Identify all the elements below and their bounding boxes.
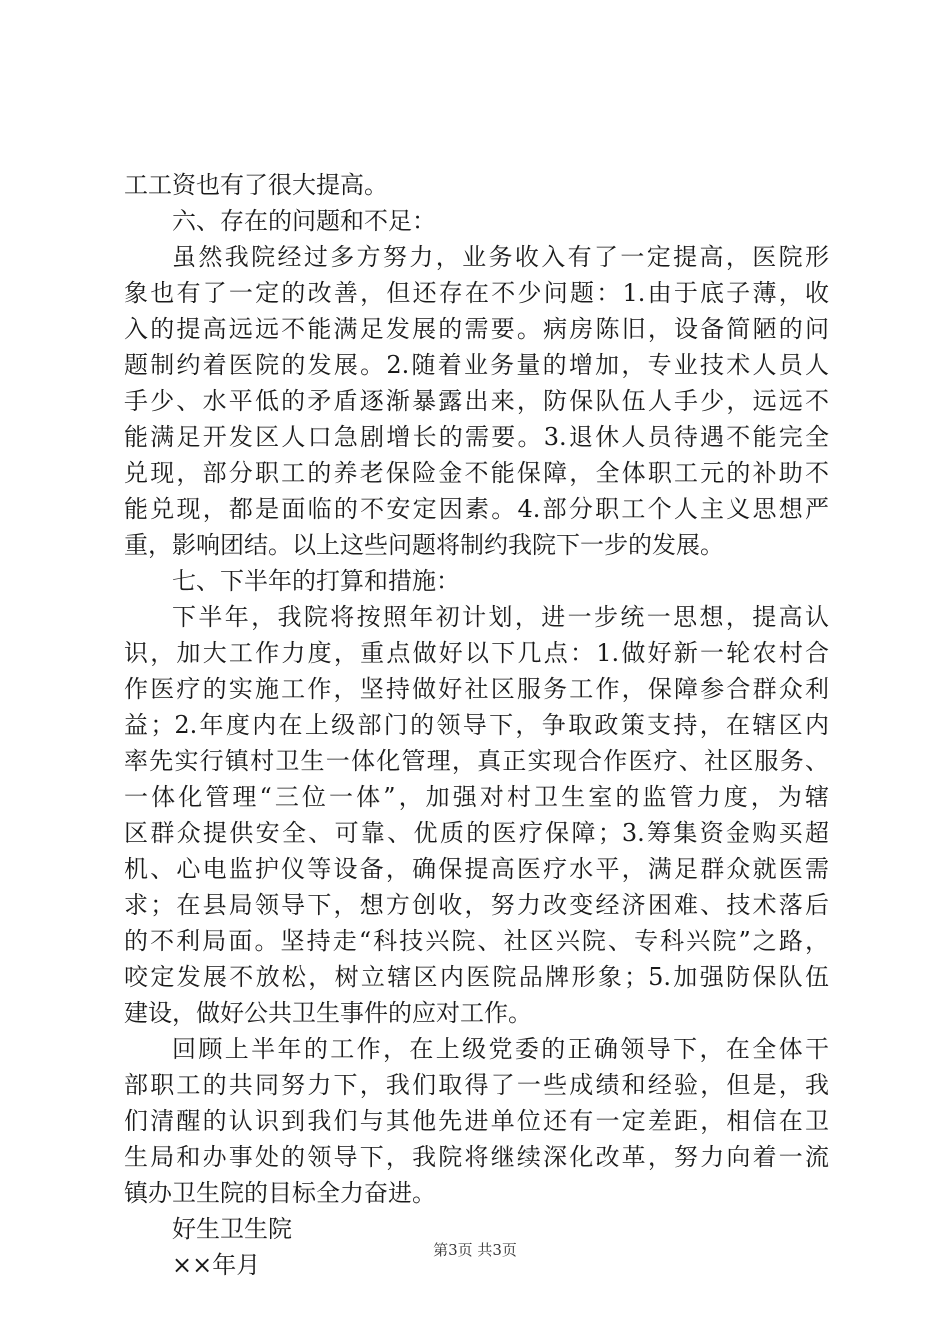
text-line: 能满足开发区人口急剧增长的需要。3.退休人员待遇不能完全	[124, 423, 829, 451]
text-line: 下半年，我院将按照年初计划，进一步统一思想，提高认	[172, 603, 829, 631]
text-line: 益；2.年度内在上级部门的领导下，争取政策支持，在辖区内	[124, 711, 829, 739]
text-line: 区群众提供安全、可靠、优质的医疗保障；3.筹集资金购买超	[124, 819, 829, 847]
text-line: 咬定发展不放松，树立辖区内医院品牌形象；5.加强防保队伍	[124, 963, 829, 991]
text-line: 作医疗的实施工作，坚持做好社区服务工作，保障参合群众利	[124, 675, 829, 703]
text-line: 兑现，部分职工的养老保险金不能保障，全体职工元的补助不	[124, 459, 829, 487]
text-line: 部职工的共同努力下，我们取得了一些成绩和经验，但是，我	[124, 1071, 829, 1099]
text-line: 象也有了一定的改善，但还存在不少问题：1.由于底子薄，收	[124, 279, 829, 307]
page-footer: 第3页 共3页	[433, 1241, 517, 1259]
signature-date: ××年月	[172, 1251, 261, 1279]
section-heading-issues: 六、存在的问题和不足：	[172, 207, 436, 235]
text-line: 重，影响团结。以上这些问题将制约我院下一步的发展。	[124, 531, 724, 559]
text-line: 建设，做好公共卫生事件的应对工作。	[124, 999, 532, 1027]
text-line: 识，加大工作力度，重点做好以下几点：1.做好新一轮农村合	[124, 639, 829, 667]
text-line: 题制约着医院的发展。2.随着业务量的增加，专业技术人员人	[124, 351, 829, 379]
text-line: 率先实行镇村卫生一体化管理，真正实现合作医疗、社区服务、	[124, 747, 829, 775]
signature-organization: 好生卫生院	[172, 1215, 292, 1243]
text-line: 入的提高远远不能满足发展的需要。病房陈旧，设备简陋的问	[124, 315, 829, 343]
text-line: 机、心电监护仪等设备，确保提高医疗水平，满足群众就医需	[124, 855, 829, 883]
text-line: 镇办卫生院的目标全力奋进。	[124, 1179, 436, 1207]
text-line: 求；在县局领导下，想方创收，努力改变经济困难、技术落后	[124, 891, 829, 919]
text-line: 一体化管理“三位一体”，加强对村卫生室的监管力度，为辖	[124, 783, 829, 811]
text-line: 虽然我院经过多方努力，业务收入有了一定提高，医院形	[172, 243, 829, 271]
text-line: 工工资也有了很大提高。	[124, 171, 388, 199]
text-line: 的不利局面。坚持走“科技兴院、社区兴院、专科兴院”之路，	[124, 927, 829, 955]
text-line: 们清醒的认识到我们与其他先进单位还有一定差距，相信在卫	[124, 1107, 829, 1135]
text-line: 回顾上半年的工作，在上级党委的正确领导下，在全体干	[172, 1035, 829, 1063]
text-line: 手少、水平低的矛盾逐渐暴露出来，防保队伍人手少，远远不	[124, 387, 829, 415]
section-heading-plans: 七、下半年的打算和措施：	[172, 567, 460, 595]
text-line: 生局和办事处的领导下，我院将继续深化改革，努力向着一流	[124, 1143, 829, 1171]
text-line: 能兑现，都是面临的不安定因素。4.部分职工个人主义思想严	[124, 495, 829, 523]
